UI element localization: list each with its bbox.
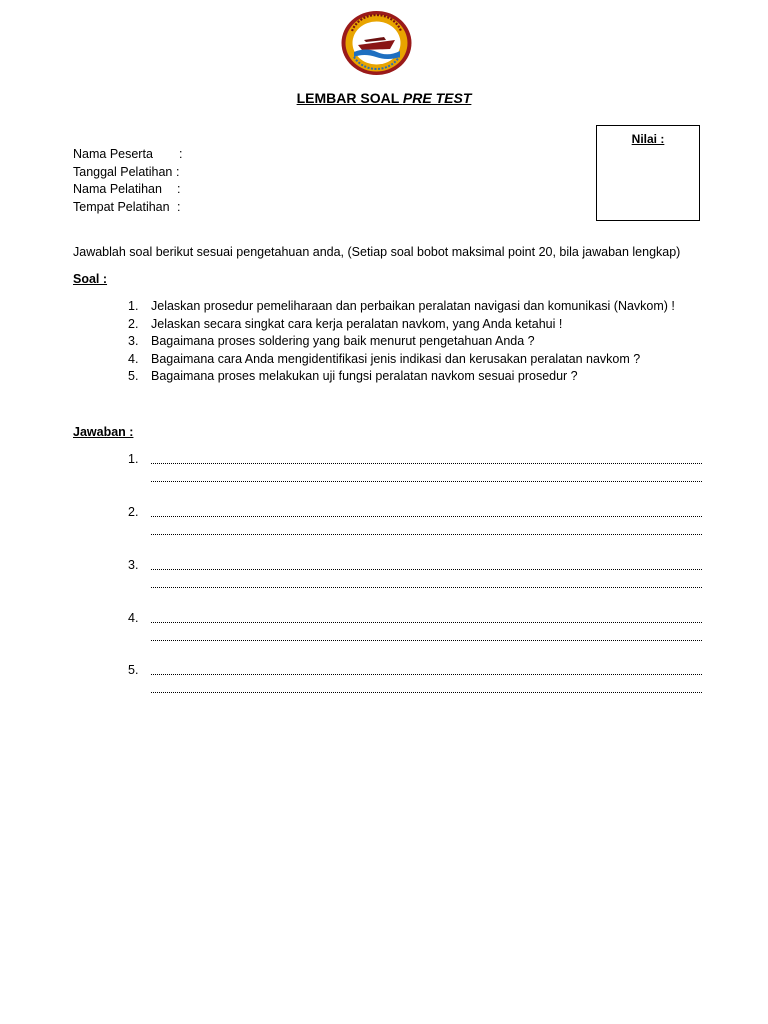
answer-number: 4.: [128, 611, 139, 625]
question-text: Bagaimana proses melakukan uji fungsi peralatan navkom sesuai prosedur ?: [151, 369, 578, 383]
ship-logo-icon: [340, 9, 413, 77]
list-item: [128, 352, 675, 370]
participant-fields: [73, 147, 183, 217]
field-label: Nama Peserta: [73, 147, 153, 161]
answer-number: 5.: [128, 663, 139, 677]
field-colon: :: [176, 164, 180, 179]
answer-dotted-line: [151, 692, 702, 693]
field-label: Nama Pelatihan: [73, 182, 162, 196]
question-text: Bagaimana proses soldering yang baik menurut pengetahuan Anda ?: [151, 334, 535, 348]
soal-heading: Soal :: [73, 272, 108, 286]
list-item: [128, 369, 675, 387]
question-text: Jelaskan secara singkat cara kerja peralatan navkom, yang Anda ketahui !: [151, 316, 563, 331]
answer-dotted-line: [151, 587, 702, 588]
list-item: [128, 299, 675, 317]
page-title: [0, 90, 768, 106]
field-tempat-pelatihan: [73, 200, 180, 218]
list-item: [128, 317, 675, 335]
answer-dotted-line: [151, 481, 702, 482]
field-nama-pelatihan: [73, 182, 180, 200]
question-text: Bagaimana cara Anda mengidentifikasi jenis indikasi dan kerusakan peralatan navkom ?: [151, 351, 641, 366]
question-text: Jelaskan prosedur pemeliharaan dan perbaikan peralatan navigasi dan komunikasi (Navkom) !: [151, 299, 675, 313]
answer-number: 2.: [128, 505, 139, 519]
answer-dotted-line: [151, 463, 702, 464]
answer-number: 1.: [128, 452, 139, 466]
field-colon: :: [177, 182, 181, 196]
instructions-text: Jawablah soal berikut sesuai pengetahuan anda, (Setiap soal bobot maksimal point 20, bila jawaban lengkap): [73, 245, 681, 259]
question-number: 5.: [128, 369, 139, 383]
question-number: 2.: [128, 316, 139, 331]
answer-dotted-line: [151, 569, 702, 570]
field-tanggal-pelatihan: [73, 165, 180, 183]
answer-dotted-line: [151, 674, 702, 675]
score-label: Nilai :: [631, 132, 665, 146]
field-colon: :: [179, 147, 183, 161]
question-number: 3.: [128, 334, 139, 348]
question-list: [128, 299, 675, 387]
jawaban-heading: Jawaban :: [73, 425, 134, 439]
field-colon: :: [177, 199, 181, 214]
field-nama-peserta: [73, 147, 183, 165]
field-label: Tempat Pelatihan: [73, 199, 170, 214]
answer-dotted-line: [151, 622, 702, 623]
list-item: [128, 334, 675, 352]
answer-dotted-line: [151, 640, 702, 641]
score-box: [596, 125, 700, 221]
answer-dotted-line: [151, 534, 702, 535]
title-italic: PRE TEST: [402, 90, 472, 106]
question-number: 4.: [128, 351, 139, 366]
question-number: 1.: [128, 299, 139, 313]
answer-dotted-line: [151, 516, 702, 517]
title-main: LEMBAR SOAL: [296, 90, 400, 106]
field-label: Tanggal Pelatihan: [73, 164, 173, 179]
answer-number: 3.: [128, 558, 139, 572]
